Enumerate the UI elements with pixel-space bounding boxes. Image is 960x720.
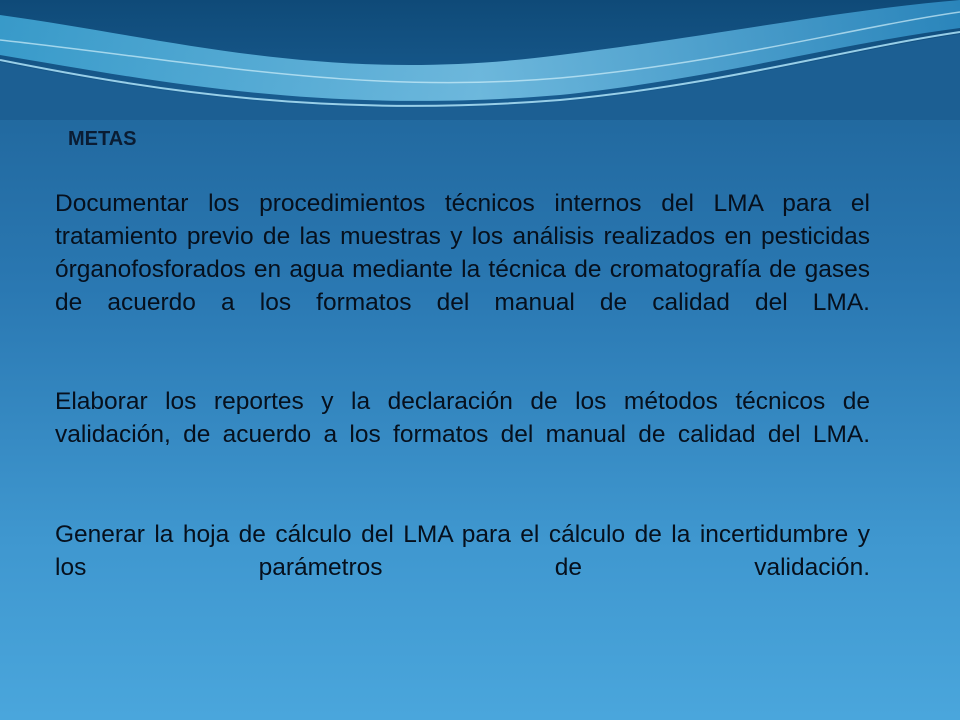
slide-title: METAS — [68, 128, 137, 150]
goal-paragraph-2: Elaborar los reportes y la declaración de los métodos técnicos de validación, de acuerdo a los formatos del manual de calidad del LMA. — [55, 388, 870, 449]
decorative-wave-header — [0, 0, 960, 120]
goal-paragraph-3: Generar la hoja de cálculo del LMA para el cálculo de la incertidumbre y los parámetros de validación. — [55, 521, 870, 582]
goal-paragraph-1: Documentar los procedimientos técnicos internos del LMA para el tratamiento previo de las muestras y los análisis realizados en pesticidas órganofosforados en agua mediante la técnica de cromatografía de gases de acuerdo a los formatos del manual de calidad del LMA. — [55, 190, 870, 317]
